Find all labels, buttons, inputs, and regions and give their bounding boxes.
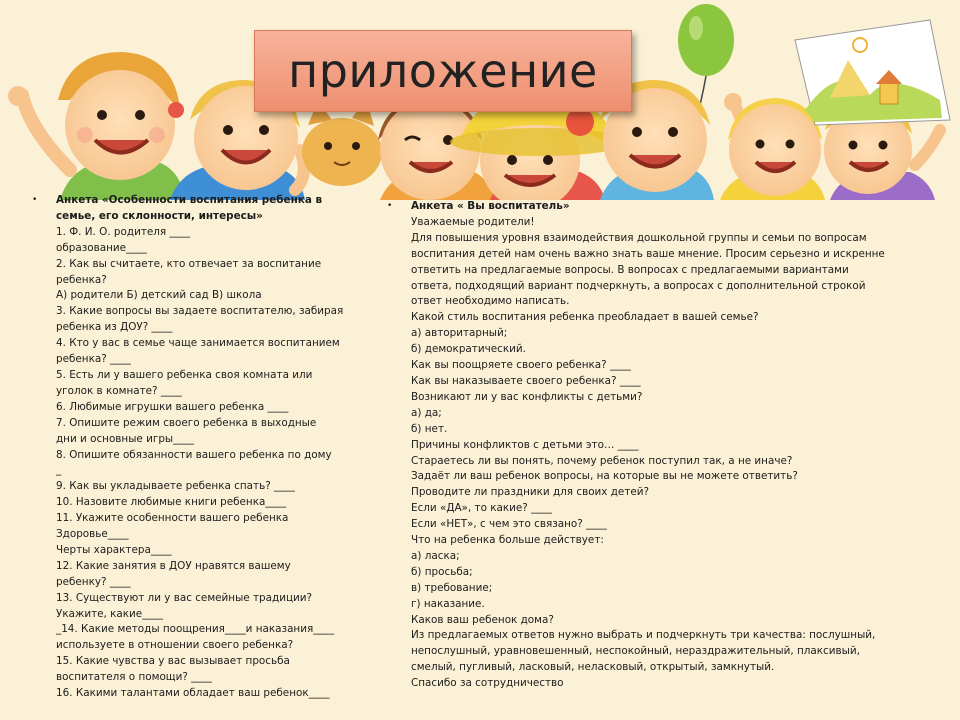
text-line: _14. Какие методы поощрения____и наказания____ [56,623,335,636]
questionnaire-you-educator [387,199,911,692]
text-line: 9. Как вы укладываете ребенка спать? ____ [56,480,295,493]
text-line: Анкета «Особенности воспитания ребенка в [56,194,323,206]
text-line: смелый, пугливый, ласковый, неласковый, открытый, замкнутый. [411,661,775,674]
text-line: 10. Назовите любимые книги ребенка____ [56,496,287,509]
text-line: Проводите ли праздники для своих детей? [411,486,650,499]
text-line: Спасибо за сотрудничество [411,677,564,690]
text-line: 11. Укажите особенности вашего ребенка [56,512,289,525]
text-line: Как вы поощряете своего ребенка? ____ [411,359,631,372]
text-line: Уважаемые родители! [411,215,535,228]
text-line: дни и основные игры____ [56,432,194,445]
text-line: 16. Какими талантами обладает ваш ребенок____ [56,687,330,700]
text-line: Возникают ли у вас конфликты с детьми? [411,390,643,403]
text-line: Из предлагаемых ответов нужно выбрать и подчеркнуть три качества: послушный, [411,629,876,642]
text-line: семье, его склонности, интересы» [56,209,263,222]
text-line: 4. Кто у вас в семье чаще занимается воспитанием [56,337,340,350]
text-line: ответ необходимо написать. [411,295,570,308]
text-line: Черты характера____ [56,543,172,556]
text-line: воспитателя о помощи? ____ [56,671,212,684]
text-line: Причины конфликтов с детьми это… ____ [411,438,639,451]
text-line: г) наказание. [411,597,485,610]
text-line: Стараетесь ли вы понять, почему ребенок поступил так, а не иначе? [411,454,793,467]
text-line: Как вы наказываете своего ребенка? ____ [411,374,641,387]
text-line: непослушный, уравновешенный, неспокойный, нераздражительный, плаксивый, [411,645,860,658]
text-line: Если «ДА», то какие? ____ [411,502,552,515]
text-line: в) требование; [411,581,493,594]
text-line: _ [56,464,62,477]
text-line: ребенка? [56,273,107,286]
text-line: уголок в комнате? ____ [56,384,182,397]
questionnaire-family-upbringing [32,193,356,702]
text-line: а) да; [411,406,442,419]
text-line: 1. Ф. И. О. родителя ____ [56,225,191,238]
text-line: 2. Как вы считаете, кто отвечает за воспитание [56,257,322,270]
text-line: б) просьба; [411,565,473,578]
title-banner [254,30,632,112]
text-line: 7. Опишите режим своего ребенка в выходные [56,416,317,429]
text-line: б) нет. [411,422,448,435]
text-line: б) демократический. [411,343,526,356]
text-line: а) авторитарный; [411,327,508,340]
bullet: • [387,201,393,211]
text-line: образование____ [56,241,147,254]
text-line: ответить на предлагаемые вопросы. В вопросах с предлагаемыми вариантами [411,263,849,276]
text-line: Для повышения уровня взаимодействия дошкольной группы и семьи по вопросам [411,231,867,244]
text-line: 6. Любимые игрушки вашего ребенка ____ [56,400,289,413]
text-line: 12. Какие занятия в ДОУ нравятся вашему [56,559,291,572]
text-line: Если «НЕТ», с чем это связано? ____ [411,518,607,531]
text-line: ответа, подходящий вариант подчеркнуть, а вопросах с дополнительной строкой [411,279,866,292]
text-line: Каков ваш ребенок дома? [411,613,554,626]
text-line: ребенку? ____ [56,575,131,588]
text-line: 8. Опишите обязанности вашего ребенка по дому [56,448,332,461]
text-line: Укажите, какие____ [56,607,163,620]
text-line: 5. Есть ли у вашего ребенка своя комната или [56,368,313,381]
text-line: Здоровье____ [56,528,129,541]
text-line: 13. Существуют ли у вас семейные традиции? [56,591,313,604]
text-line: Анкета « Вы воспитатель» [411,200,570,212]
text-line: а) ласка; [411,549,460,562]
text-line: Что на ребенка больше действует: [411,534,604,547]
bullet: • [32,195,38,205]
text-line: Какой стиль воспитания ребенка преобладает в вашей семье? [411,311,759,324]
text-line: ребенка из ДОУ? ____ [56,321,173,334]
text-line: ребенка? ____ [56,353,131,366]
text-line: используете в отношении своего ребенка? [56,639,294,652]
text-line: А) родители Б) детский сад В) школа [56,289,262,302]
text-line: 3. Какие вопросы вы задаете воспитателю, забирая [56,305,344,318]
text-line: Задаёт ли ваш ребенок вопросы, на которые вы не можете ответить? [411,470,798,483]
text-line: 15. Какие чувства у вас вызывает просьба [56,655,290,668]
page-title: приложение [288,44,598,98]
text-line: воспитания детей нам очень важно знать ваше мнение. Просим серьезно и искренне [411,247,885,260]
